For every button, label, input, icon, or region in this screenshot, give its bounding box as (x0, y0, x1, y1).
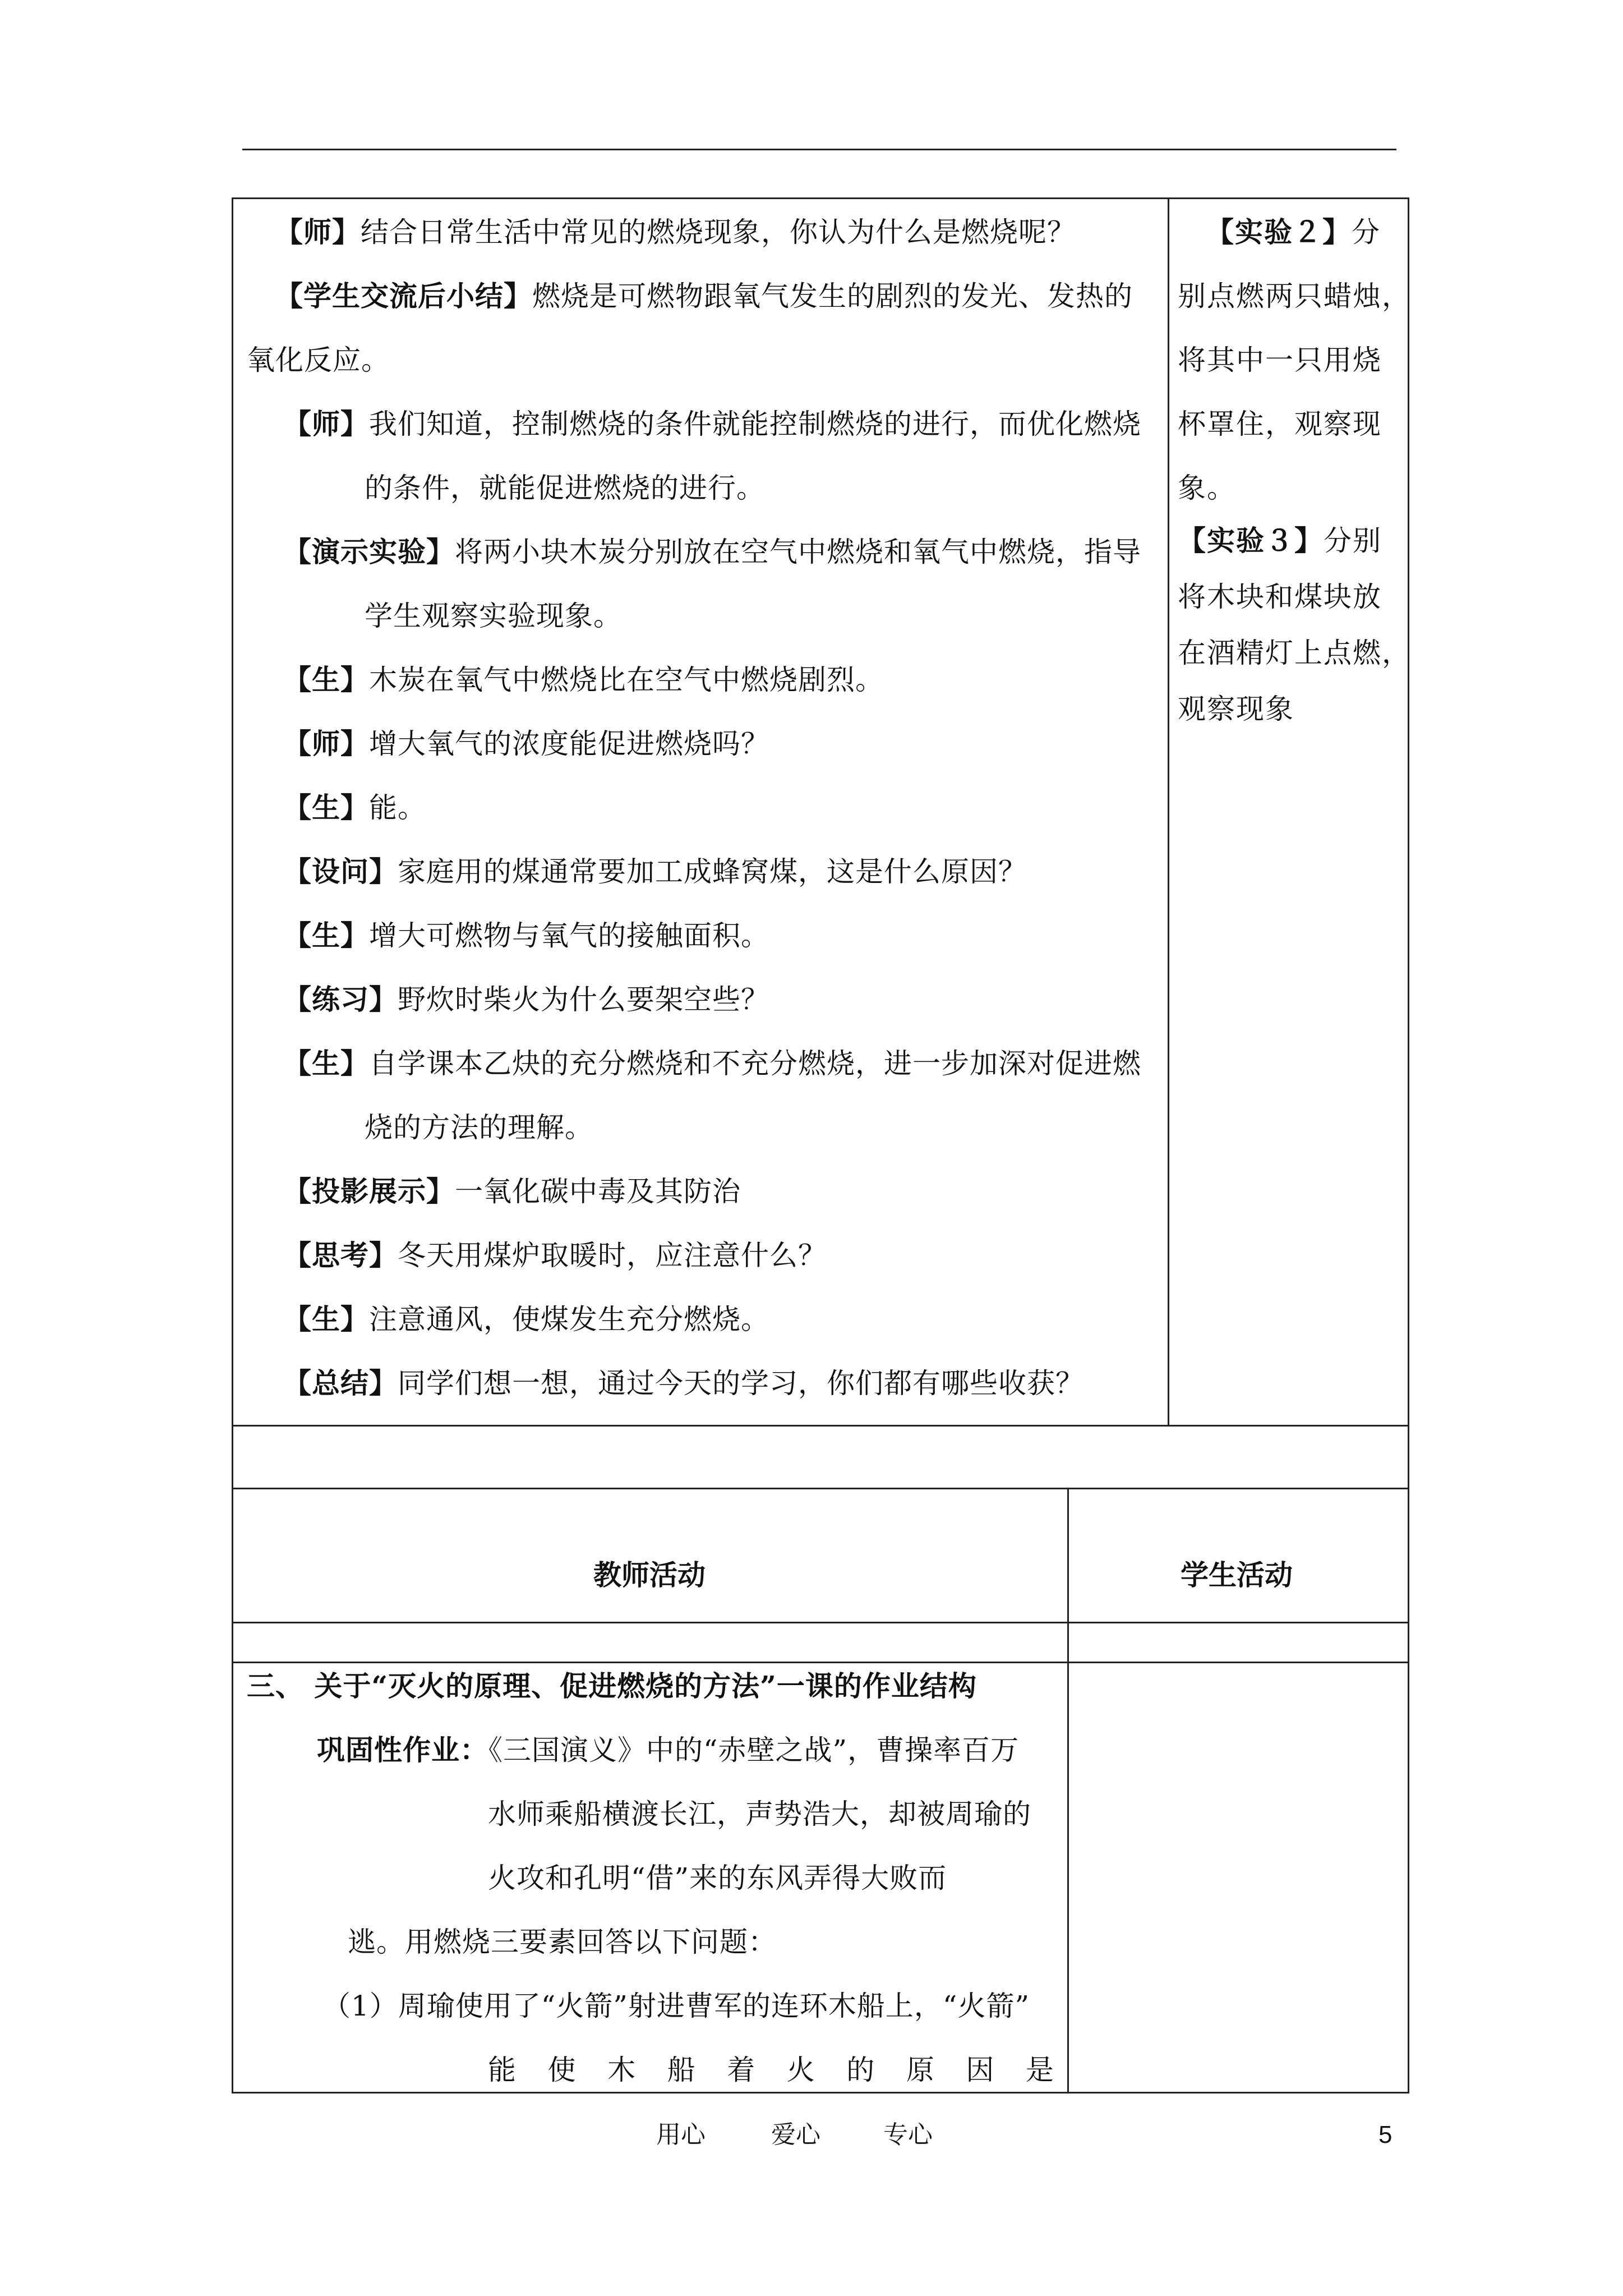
line-tag: 【练习】 (283, 983, 398, 1016)
footer-motto-3: 专心 (883, 2120, 933, 2149)
text-line-12: 【生】增大可燃物与氧气的接触面积。 (283, 919, 769, 952)
header-rule (242, 149, 1396, 150)
upper-table-divider (1168, 197, 1169, 1426)
homework-line-2: 水师乘船横渡长江，声势浩大，却被周瑜的 (488, 1798, 1031, 1830)
footer-motto-1: 用心 (656, 2120, 706, 2149)
homework-title: 三、 关于“灭火的原理、促进燃烧的方法”一课的作业结构 (247, 1669, 977, 1703)
experiment-3-line-3: 在酒精灯上点燃， (1178, 637, 1411, 669)
experiment-2-line-2: 别点燃两只蜡烛， (1178, 280, 1411, 312)
text-line-18: 【生】注意通风，使煤发生充分燃烧。 (283, 1303, 769, 1336)
line-tag: 【生】 (283, 1047, 369, 1080)
line-tag: 【投影展示】 (283, 1175, 455, 1208)
text-line-15: 烧的方法的理解。 (365, 1111, 593, 1144)
experiment-3-line-1: 【实验３】分别 (1178, 524, 1382, 557)
lower-table-header-rule (232, 1662, 1409, 1663)
text-line-1: 【师】结合日常生活中常见的燃烧现象，你认为什么是燃烧呢？ (275, 215, 1076, 249)
experiment-2-line-1: 【实验２】分 (1206, 215, 1381, 249)
experiment-3-line-2: 将木块和煤块放 (1178, 581, 1382, 613)
text-line-11: 【设问】家庭用的煤通常要加工成蜂窝煤，这是什么原因？ (283, 855, 1027, 888)
text-line-4: 【师】我们知道，控制燃烧的条件就能控制燃烧的进行，而优化燃烧 (283, 407, 1141, 440)
line-tag: 【师】 (283, 407, 369, 440)
page-number: 5 (1378, 2121, 1393, 2148)
experiment-2-line-5: 象。 (1178, 472, 1236, 504)
text-line-5: 的条件，就能促进燃烧的进行。 (365, 472, 765, 504)
text-line-10: 【生】能。 (283, 791, 426, 824)
homework-question-1: （1）周瑜使用了“火箭”射进曹军的连环木船上，“火箭” (322, 1990, 1030, 2022)
text-line-8: 【生】木炭在氧气中燃烧比在空气中燃烧剧烈。 (283, 663, 884, 696)
homework-line-3: 火攻和孔明“借”来的东风弄得大败而 (488, 1862, 947, 1894)
line-tag: 【学生交流后小结】 (275, 279, 532, 312)
line-tag: 【生】 (283, 1303, 369, 1336)
text-line-19: 【总结】同学们想一想，通过今天的学习，你们都有哪些收获？ (283, 1366, 1084, 1400)
homework-line-4: 逃。用燃烧三要素回答以下问题： (348, 1926, 777, 1958)
text-line-13: 【练习】野炊时柴火为什么要架空些？ (283, 983, 769, 1016)
homework-label: 巩固性作业： (317, 1733, 488, 1766)
line-tag: 【生】 (283, 791, 369, 824)
line-tag: 【设问】 (283, 855, 398, 888)
text-line-9: 【师】增大氧气的浓度能促进燃烧吗？ (283, 727, 769, 760)
text-line-6: 【演示实验】将两小块木炭分别放在空气中燃烧和氧气中燃烧，指导 (283, 535, 1141, 568)
teacher-activity-header: 教师活动 (593, 1558, 706, 1591)
experiment-3-line-4: 观察现象 (1178, 693, 1294, 725)
text-line-7: 学生观察实验现象。 (365, 600, 622, 632)
homework-question-1-continuation: 能 使 木 船 着 火 的 原 因 是 (488, 2054, 1054, 2086)
line-tag: 【思考】 (283, 1239, 398, 1272)
line-tag: 【演示实验】 (283, 535, 455, 568)
text-line-14: 【生】自学课本乙炔的充分燃烧和不充分燃烧，进一步加深对促进燃 (283, 1047, 1141, 1080)
text-line-3: 氧化反应。 (247, 344, 390, 376)
experiment-2-line-3: 将其中一只用烧 (1178, 344, 1382, 376)
text-line-16: 【投影展示】一氧化碳中毒及其防治 (283, 1175, 741, 1208)
footer-motto-2: 爱心 (771, 2120, 820, 2149)
lower-table-divider (1067, 1488, 1069, 2093)
upper-table-row-rule (232, 1425, 1409, 1427)
line-tag: 【生】 (283, 663, 369, 696)
line-tag: 【生】 (283, 919, 369, 952)
line-tag: 【师】 (275, 215, 361, 249)
homework-line-1: 巩固性作业：《三国演义》中的“赤壁之战”，曹操率百万 (317, 1733, 1020, 1766)
student-activity-header: 学生活动 (1181, 1558, 1293, 1591)
line-tag: 【总结】 (283, 1366, 398, 1400)
text-line-2: 【学生交流后小结】燃烧是可燃物跟氧气发生的剧烈的发光、发热的 (275, 279, 1133, 312)
experiment-2-line-4: 杯罩住，观察现 (1178, 408, 1382, 440)
text-line-17: 【思考】冬天用煤炉取暖时，应注意什么？ (283, 1239, 827, 1272)
line-tag: 【师】 (283, 727, 369, 760)
